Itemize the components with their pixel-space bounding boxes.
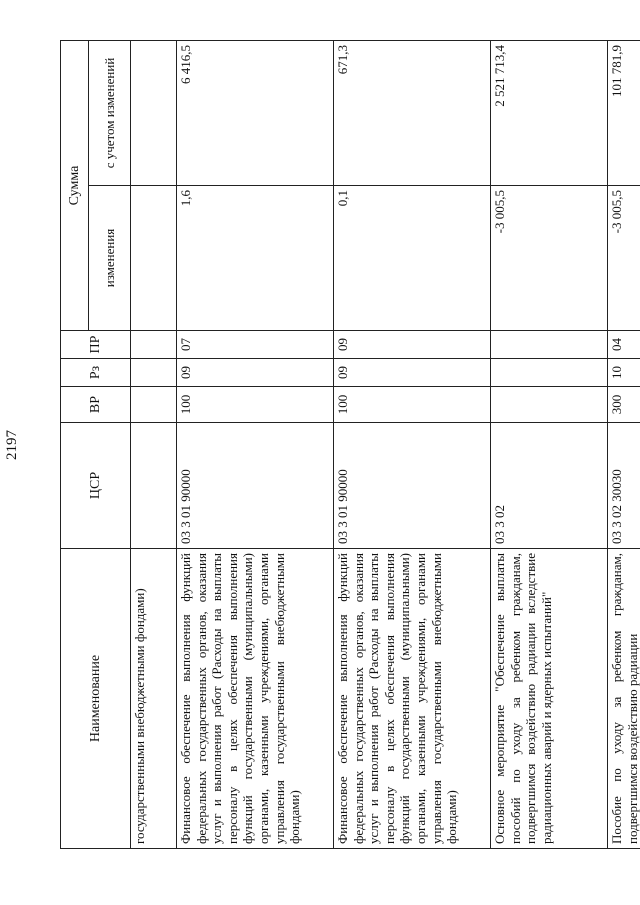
- table-row: [334, 41, 491, 849]
- row-rz: 09: [177, 359, 334, 387]
- row-vr: 100: [334, 387, 491, 423]
- row-change: 0,1: [334, 186, 491, 331]
- row-name: Финансовое обеспечение выполнения функций федеральных государственных органов, оказания услуг и выполнения работ (Расходы на выплаты персоналу в целях обеспечения выполнения функций государственными (муниципальными) органами, казенными учреждениями, органами управления государственными внебюджетными фондами): [177, 549, 334, 849]
- header-csr: ЦСР: [61, 423, 131, 549]
- row-name: Финансовое обеспечение выполнения функций федеральных государственных органов, оказания услуг и выполнения работ (Расходы на выплаты персоналу в целях обеспечения выполнения функций государственными (муниципальными) органами, казенными учреждениями, органами управления государственными внебюджетными фондами): [334, 549, 491, 849]
- row-vr: [491, 387, 608, 423]
- row-pr: [491, 331, 608, 359]
- row-change: -3 005,5: [491, 186, 608, 331]
- row-pr: 09: [334, 331, 491, 359]
- row-total: 6 416,5: [177, 41, 334, 186]
- row-pr: 04: [608, 331, 640, 359]
- header-with-changes: с учетом изменений: [89, 41, 131, 186]
- row-name: Пособие по уходу за ребенком гражданам, подвергшимся воздействию радиации: [608, 549, 640, 849]
- row-csr: 03 3 02 30030: [608, 423, 640, 549]
- table-row: [131, 41, 177, 849]
- header-changes: изменения: [89, 186, 131, 331]
- table-row: [491, 41, 608, 849]
- row-rz: 10: [608, 359, 640, 387]
- row-change: [131, 186, 177, 331]
- row-pr: 07: [177, 331, 334, 359]
- row-total: [131, 41, 177, 186]
- row-rz: [491, 359, 608, 387]
- header-sum: Сумма: [61, 41, 89, 331]
- row-total: 2 521 713,4: [491, 41, 608, 186]
- row-change: 1,6: [177, 186, 334, 331]
- row-rz: 09: [334, 359, 491, 387]
- budget-table: [60, 40, 640, 849]
- page-number: 2197: [4, 430, 20, 460]
- table-row: [608, 41, 640, 849]
- row-name: Основное мероприятие "Обеспечение выплаты пособий по уходу за ребенком гражданам, подвергшимся воздействию радиации вследствие радиационных аварий и ядерных испытаний": [491, 549, 608, 849]
- header-vr: ВР: [61, 387, 131, 423]
- row-name: государственными внебюджетными фондами): [131, 549, 177, 849]
- row-csr: [131, 423, 177, 549]
- row-csr: 03 3 02: [491, 423, 608, 549]
- row-vr: 300: [608, 387, 640, 423]
- row-change: -3 005,5: [608, 186, 640, 331]
- row-csr: 03 3 01 90000: [177, 423, 334, 549]
- header-pr: ПР: [61, 331, 131, 359]
- row-vr: 100: [177, 387, 334, 423]
- row-csr: 03 3 01 90000: [334, 423, 491, 549]
- row-pr: [131, 331, 177, 359]
- row-total: 101 781,9: [608, 41, 640, 186]
- row-rz: [131, 359, 177, 387]
- table-row: [177, 41, 334, 849]
- header-name: Наименование: [61, 549, 131, 849]
- row-total: 671,3: [334, 41, 491, 186]
- row-vr: [131, 387, 177, 423]
- header-rz: Рз: [61, 359, 131, 387]
